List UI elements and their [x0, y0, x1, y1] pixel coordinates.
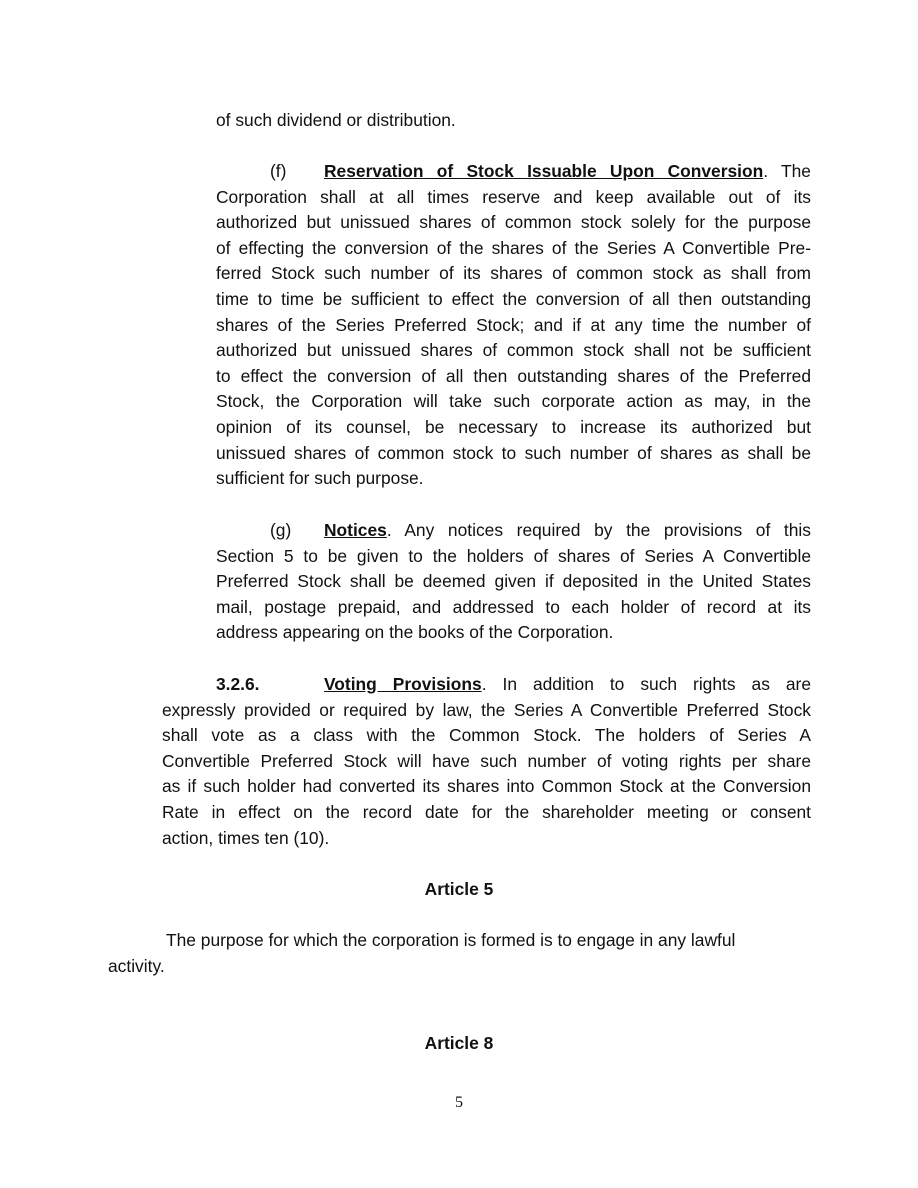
section-f-marker: (f)	[270, 161, 287, 181]
section-326-paragraph	[162, 672, 811, 851]
article-8-heading: Article 8	[424, 1033, 494, 1053]
section-326-line: Convertible Preferred Stock will have such number of voting rights per share	[162, 750, 811, 771]
section-g-marker: (g)	[270, 520, 292, 540]
section-g-line: mail, postage prepaid, and addressed to each holder of record at its	[216, 596, 811, 617]
article-5-body	[108, 928, 808, 979]
section-f-line: authorized but unissued shares of common stock shall not be sufficient	[216, 340, 811, 361]
section-f-line: time to time be sufficient to effect the conversion of all then outstanding	[216, 288, 811, 309]
section-f-line: to effect the conversion of all then outstanding shares of the Preferred	[216, 365, 811, 386]
section-326-line: expressly provided or required by law, the Series A Convertible Preferred Stock	[162, 699, 811, 720]
section-g-last-line: address appearing on the books of the Corporation.	[216, 622, 614, 643]
section-f-line: shares of the Series Preferred Stock; and if at any time the number of	[216, 314, 811, 335]
section-f-line: ferred Stock such number of its shares of common stock as shall from	[216, 263, 811, 284]
section-f-paragraph	[216, 159, 811, 492]
section-f-line: opinion of its counsel, be necessary to increase its authorized but	[216, 416, 811, 437]
section-g-heading: Notices	[324, 520, 387, 540]
section-g-heading-line	[216, 518, 811, 544]
continuation-line: of such dividend or distribution.	[216, 110, 456, 130]
article-5-line: activity.	[108, 955, 165, 976]
section-326-line: as if such holder had converted its shares into Common Stock at the Conversion	[162, 776, 811, 797]
section-f-heading-tail: . The	[763, 161, 811, 181]
section-g-line: Section 5 to be given to the holders of shares of Series A Convertible	[216, 545, 811, 566]
section-f-heading-line	[216, 159, 811, 185]
section-g-line: Preferred Stock shall be deemed given if deposited in the United States	[216, 571, 811, 592]
section-f-last-line: sufficient for such purpose.	[216, 468, 424, 489]
section-g-paragraph	[216, 518, 811, 646]
article-5-heading: Article 5	[424, 879, 494, 899]
section-g-heading-tail: . Any notices required by the provisions of this	[386, 520, 811, 540]
section-326-line: shall vote as a class with the Common Stock. The holders of Series A	[162, 725, 811, 746]
section-f-line: of effecting the conversion of the shares of the Series A Convertible Pre-	[216, 237, 811, 258]
section-f-line: Corporation shall at all times reserve and keep available out of its	[216, 186, 811, 207]
section-f-heading: Reservation of Stock Issuable Upon Conversion	[324, 161, 764, 181]
page-number: 5	[455, 1094, 463, 1111]
section-326-number: 3.2.6.	[216, 674, 260, 694]
section-326-heading: Voting Provisions	[324, 674, 482, 694]
article-5-line: The purpose for which the corporation is formed is to engage in any lawful	[166, 930, 736, 950]
section-f-line: Stock, the Corporation will take such corporate action as may, in the	[216, 391, 811, 412]
section-326-last-line: action, times ten (10).	[162, 827, 330, 848]
section-326-heading-tail: . In addition to such rights as are	[481, 674, 811, 694]
section-f-line: authorized but unissued shares of common stock solely for the purpose	[216, 212, 811, 233]
section-326-heading-line	[162, 672, 811, 698]
section-f-line: unissued shares of common stock to such number of shares as shall be	[216, 442, 811, 463]
section-326-line: Rate in effect on the record date for the shareholder meeting or consent	[162, 801, 811, 822]
